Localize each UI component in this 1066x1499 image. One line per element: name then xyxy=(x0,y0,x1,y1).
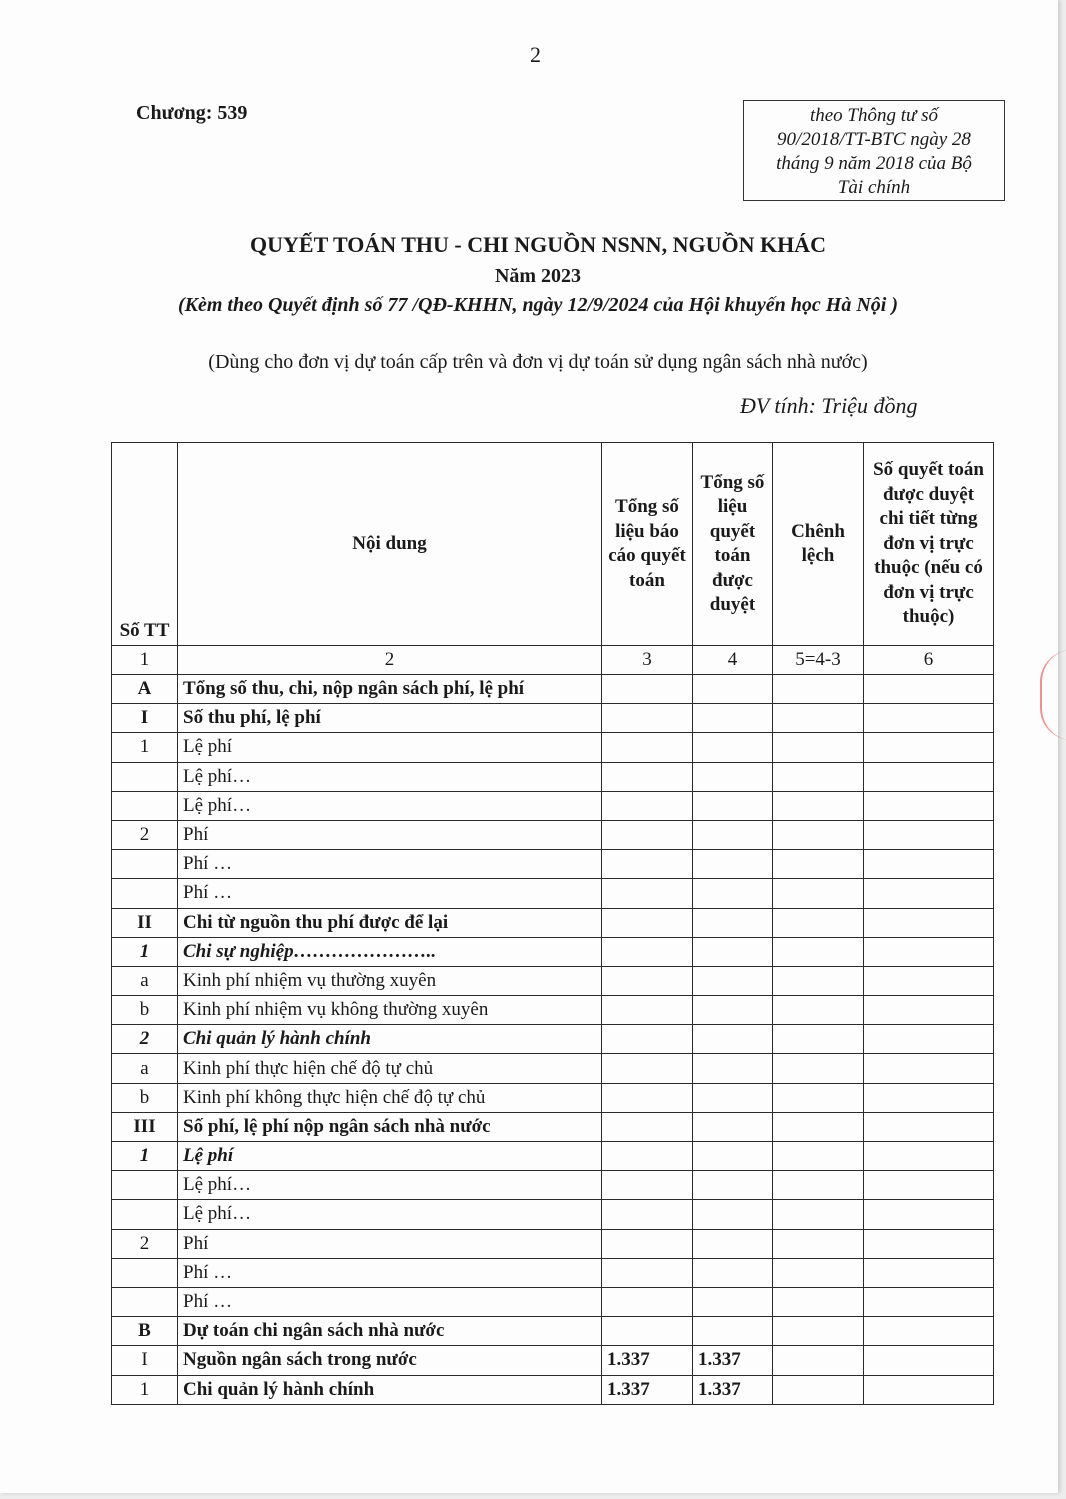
table-row xyxy=(112,1317,994,1346)
row-unit-detail xyxy=(864,675,994,704)
row-content: Số thu phí, lệ phí xyxy=(178,704,602,733)
row-unit-detail xyxy=(864,1317,994,1346)
row-reported-total xyxy=(602,1287,693,1316)
row-stt: 1 xyxy=(112,937,178,966)
row-difference xyxy=(773,1054,864,1083)
row-content: Phí … xyxy=(178,1258,602,1287)
row-stt: 1 xyxy=(112,1142,178,1171)
table-row xyxy=(112,879,994,908)
row-unit-detail xyxy=(864,704,994,733)
row-unit-detail xyxy=(864,791,994,820)
row-difference xyxy=(773,1112,864,1141)
table-row xyxy=(112,1025,994,1054)
row-difference xyxy=(773,1258,864,1287)
row-difference xyxy=(773,937,864,966)
col-number: 3 xyxy=(602,646,693,675)
row-reported-total xyxy=(602,1229,693,1258)
row-content: Chi quản lý hành chính xyxy=(178,1375,602,1404)
row-stt: III xyxy=(112,1112,178,1141)
row-approved-total xyxy=(693,1171,773,1200)
row-reported-total xyxy=(602,966,693,995)
table-row xyxy=(112,937,994,966)
row-content: Nguồn ngân sách trong nước xyxy=(178,1346,602,1375)
red-stamp-edge xyxy=(1040,650,1066,740)
row-approved-total xyxy=(693,1317,773,1346)
row-unit-detail xyxy=(864,1229,994,1258)
table-row xyxy=(112,908,994,937)
table-row xyxy=(112,733,994,762)
table-row xyxy=(112,996,994,1025)
row-unit-detail xyxy=(864,1287,994,1316)
row-reported-total xyxy=(602,762,693,791)
row-approved-total xyxy=(693,820,773,849)
chapter-label: Chương: 539 xyxy=(136,102,248,124)
row-reported-total xyxy=(602,733,693,762)
header-unit-detail: Số quyết toán được duyệt chi tiết từng đơn vị trực thuộc (nếu có đơn vị trực thuộc) xyxy=(864,443,994,646)
reference-line: tháng 9 năm 2018 của Bộ xyxy=(776,153,972,174)
row-stt: 2 xyxy=(112,1025,178,1054)
row-unit-detail xyxy=(864,966,994,995)
row-stt xyxy=(112,1200,178,1229)
row-approved-total: 1.337 xyxy=(693,1346,773,1375)
table-row xyxy=(112,1375,994,1404)
row-content: Phí … xyxy=(178,850,602,879)
row-content: Kinh phí thực hiện chế độ tự chủ xyxy=(178,1054,602,1083)
row-content: Kinh phí nhiệm vụ không thường xuyên xyxy=(178,996,602,1025)
row-unit-detail xyxy=(864,1112,994,1141)
row-approved-total xyxy=(693,675,773,704)
row-difference xyxy=(773,733,864,762)
row-reported-total xyxy=(602,1025,693,1054)
row-content: Lệ phí… xyxy=(178,791,602,820)
column-number-row xyxy=(112,646,994,675)
row-approved-total xyxy=(693,762,773,791)
row-content: Phí … xyxy=(178,1287,602,1316)
row-approved-total xyxy=(693,1287,773,1316)
attachment-note: (Kèm theo Quyết định số 77 /QĐ-KHHN, ngày 12/9/2024 của Hội khuyến học Hà Nội ) xyxy=(177,294,899,316)
reference-line: Tài chính xyxy=(837,177,911,198)
row-difference xyxy=(773,1171,864,1200)
row-stt xyxy=(112,1287,178,1316)
row-stt: a xyxy=(112,966,178,995)
table-row xyxy=(112,1258,994,1287)
row-stt: 2 xyxy=(112,820,178,849)
row-unit-detail xyxy=(864,908,994,937)
table-row xyxy=(112,791,994,820)
reference-line: theo Thông tư số xyxy=(809,105,939,126)
row-stt xyxy=(112,850,178,879)
table-row xyxy=(112,1200,994,1229)
row-content: Lệ phí xyxy=(178,1142,602,1171)
row-approved-total xyxy=(693,1229,773,1258)
row-reported-total xyxy=(602,996,693,1025)
row-difference xyxy=(773,908,864,937)
row-approved-total xyxy=(693,937,773,966)
row-stt: I xyxy=(112,704,178,733)
settlement-table xyxy=(111,442,994,1405)
row-content: Chi từ nguồn thu phí được để lại xyxy=(178,908,602,937)
row-unit-detail xyxy=(864,850,994,879)
row-stt xyxy=(112,791,178,820)
header-content: Nội dung xyxy=(178,443,602,646)
row-approved-total xyxy=(693,704,773,733)
row-content: Phí xyxy=(178,1229,602,1258)
row-unit-detail xyxy=(864,996,994,1025)
row-unit-detail xyxy=(864,1054,994,1083)
row-content: Tổng số thu, chi, nộp ngân sách phí, lệ phí xyxy=(178,675,602,704)
row-unit-detail xyxy=(864,1142,994,1171)
row-difference xyxy=(773,1346,864,1375)
row-content: Lệ phí… xyxy=(178,762,602,791)
row-unit-detail xyxy=(864,879,994,908)
table-row xyxy=(112,1142,994,1171)
row-reported-total xyxy=(602,1083,693,1112)
col-number: 2 xyxy=(178,646,602,675)
row-unit-detail xyxy=(864,1171,994,1200)
row-unit-detail xyxy=(864,1200,994,1229)
reference-box xyxy=(743,100,1005,201)
row-difference xyxy=(773,1287,864,1316)
row-unit-detail xyxy=(864,937,994,966)
row-stt: II xyxy=(112,908,178,937)
row-difference xyxy=(773,966,864,995)
row-stt: B xyxy=(112,1317,178,1346)
row-approved-total xyxy=(693,996,773,1025)
row-difference xyxy=(773,704,864,733)
row-reported-total xyxy=(602,1054,693,1083)
table-row xyxy=(112,1287,994,1316)
unit-label: ĐV tính: Triệu đồng xyxy=(740,393,918,418)
table-row xyxy=(112,704,994,733)
row-unit-detail xyxy=(864,733,994,762)
row-reported-total xyxy=(602,1317,693,1346)
table-row xyxy=(112,675,994,704)
row-stt xyxy=(112,1258,178,1287)
row-difference xyxy=(773,1375,864,1404)
row-difference xyxy=(773,791,864,820)
row-content: Kinh phí không thực hiện chế độ tự chủ xyxy=(178,1083,602,1112)
table-row xyxy=(112,1346,994,1375)
row-difference xyxy=(773,675,864,704)
row-content: Lệ phí xyxy=(178,733,602,762)
row-difference xyxy=(773,1229,864,1258)
row-stt: b xyxy=(112,1083,178,1112)
row-approved-total xyxy=(693,1200,773,1229)
table-row xyxy=(112,1112,994,1141)
page-number: 2 xyxy=(530,42,541,67)
row-difference xyxy=(773,1317,864,1346)
col-number: 1 xyxy=(112,646,178,675)
col-number: 4 xyxy=(693,646,773,675)
row-reported-total xyxy=(602,908,693,937)
row-stt xyxy=(112,1171,178,1200)
row-content: Lệ phí… xyxy=(178,1200,602,1229)
row-difference xyxy=(773,879,864,908)
row-content: Lệ phí… xyxy=(178,1171,602,1200)
table-row xyxy=(112,1083,994,1112)
row-reported-total xyxy=(602,704,693,733)
row-unit-detail xyxy=(864,1346,994,1375)
document-title: QUYẾT TOÁN THU - CHI NGUỒN NSNN, NGUỒN KHÁC xyxy=(250,232,826,257)
row-unit-detail xyxy=(864,1083,994,1112)
row-reported-total xyxy=(602,850,693,879)
header-reported-total: Tổng số liệu báo cáo quyết toán xyxy=(602,443,693,646)
row-content: Chi sự nghiệp………………….. xyxy=(178,937,602,966)
row-content: Phí … xyxy=(178,879,602,908)
row-stt: 1 xyxy=(112,733,178,762)
row-approved-total xyxy=(693,733,773,762)
document-year: Năm 2023 xyxy=(494,265,582,287)
row-content: Kinh phí nhiệm vụ thường xuyên xyxy=(178,966,602,995)
row-unit-detail xyxy=(864,820,994,849)
row-stt: I xyxy=(112,1346,178,1375)
row-stt: A xyxy=(112,675,178,704)
row-approved-total xyxy=(693,1142,773,1171)
table-row xyxy=(112,966,994,995)
row-approved-total xyxy=(693,1025,773,1054)
usage-note: (Dùng cho đơn vị dự toán cấp trên và đơn vị dự toán sử dụng ngân sách nhà nước) xyxy=(208,351,868,373)
row-stt xyxy=(112,879,178,908)
header-difference: Chênh lệch xyxy=(773,443,864,646)
row-content: Số phí, lệ phí nộp ngân sách nhà nước xyxy=(178,1112,602,1141)
header-approved-total: Tổng số liệu quyết toán được duyệt xyxy=(693,443,773,646)
row-approved-total xyxy=(693,1258,773,1287)
col-number: 5=4-3 xyxy=(773,646,864,675)
row-stt: 1 xyxy=(112,1375,178,1404)
col-number: 6 xyxy=(864,646,994,675)
row-difference xyxy=(773,850,864,879)
row-stt: b xyxy=(112,996,178,1025)
row-approved-total: 1.337 xyxy=(693,1375,773,1404)
row-content: Dự toán chi ngân sách nhà nước xyxy=(178,1317,602,1346)
row-reported-total: 1.337 xyxy=(602,1346,693,1375)
row-reported-total xyxy=(602,1171,693,1200)
row-difference xyxy=(773,1083,864,1112)
row-reported-total xyxy=(602,879,693,908)
table-row xyxy=(112,850,994,879)
row-unit-detail xyxy=(864,762,994,791)
row-approved-total xyxy=(693,879,773,908)
row-reported-total xyxy=(602,937,693,966)
row-content: Chi quản lý hành chính xyxy=(178,1025,602,1054)
row-stt: 2 xyxy=(112,1229,178,1258)
table-row xyxy=(112,820,994,849)
row-difference xyxy=(773,1025,864,1054)
row-reported-total xyxy=(602,1112,693,1141)
row-content: Phí xyxy=(178,820,602,849)
row-reported-total xyxy=(602,820,693,849)
row-approved-total xyxy=(693,1083,773,1112)
row-approved-total xyxy=(693,1112,773,1141)
row-reported-total xyxy=(602,1258,693,1287)
row-approved-total xyxy=(693,966,773,995)
row-difference xyxy=(773,1142,864,1171)
row-unit-detail xyxy=(864,1375,994,1404)
row-reported-total xyxy=(602,1200,693,1229)
row-difference xyxy=(773,820,864,849)
table-row xyxy=(112,1054,994,1083)
row-unit-detail xyxy=(864,1025,994,1054)
row-reported-total xyxy=(602,1142,693,1171)
row-approved-total xyxy=(693,908,773,937)
row-reported-total xyxy=(602,675,693,704)
row-approved-total xyxy=(693,1054,773,1083)
row-difference xyxy=(773,1200,864,1229)
table-row xyxy=(112,762,994,791)
row-difference xyxy=(773,762,864,791)
row-stt: a xyxy=(112,1054,178,1083)
row-unit-detail xyxy=(864,1258,994,1287)
row-approved-total xyxy=(693,791,773,820)
table-row xyxy=(112,1229,994,1258)
table-row xyxy=(112,1171,994,1200)
row-difference xyxy=(773,996,864,1025)
row-reported-total: 1.337 xyxy=(602,1375,693,1404)
header-stt: Số TT xyxy=(112,443,178,646)
row-stt xyxy=(112,762,178,791)
row-approved-total xyxy=(693,850,773,879)
row-reported-total xyxy=(602,791,693,820)
reference-line: 90/2018/TT-BTC ngày 28 xyxy=(777,129,971,150)
table-header-row xyxy=(112,443,994,646)
